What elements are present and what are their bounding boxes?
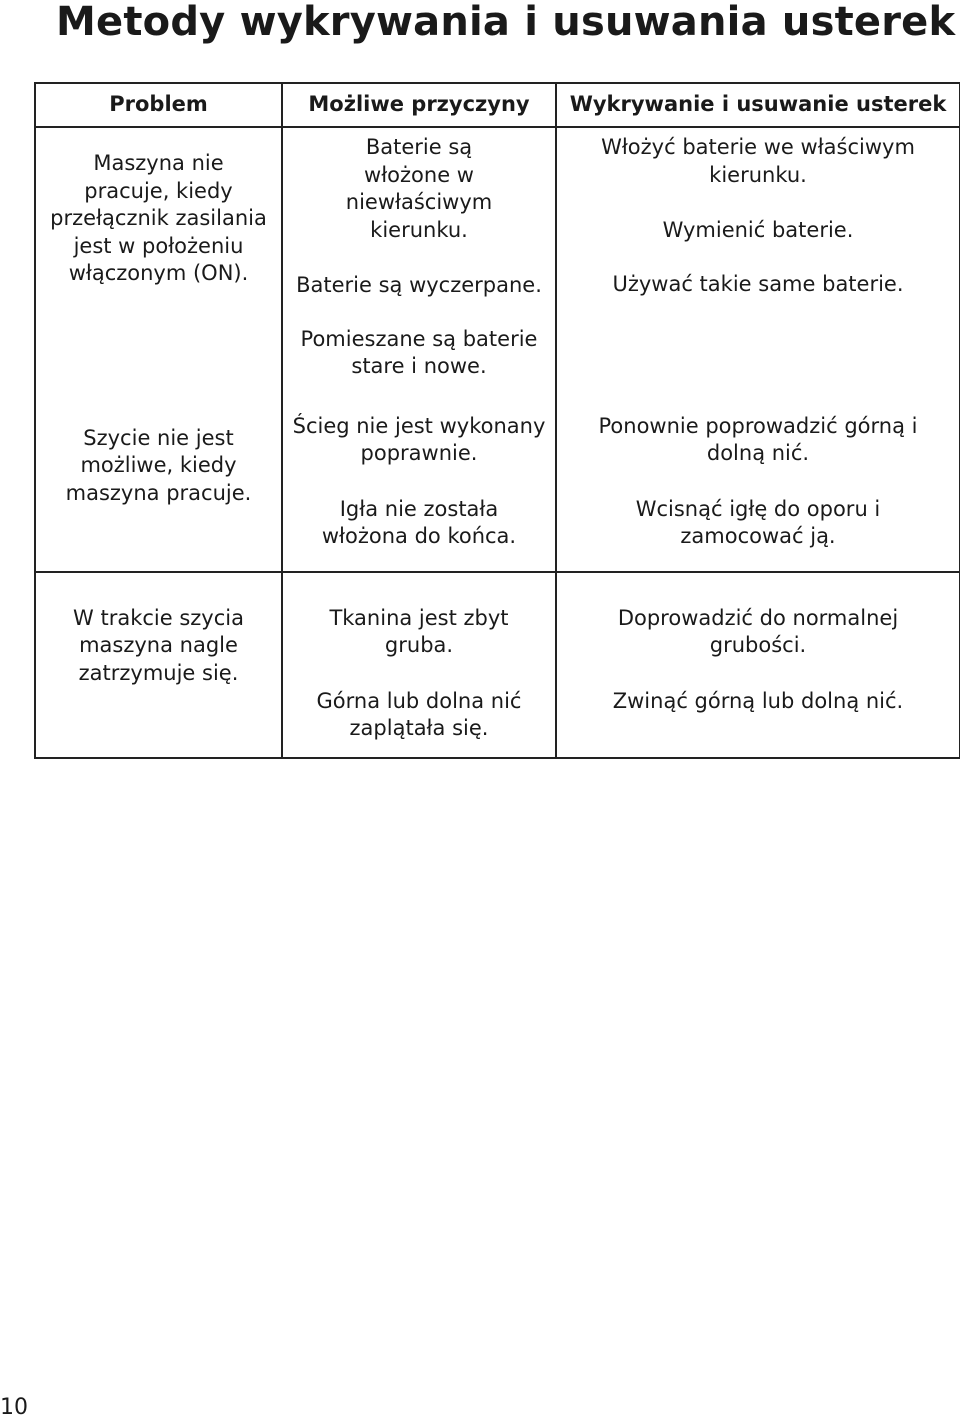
fixes-cell xyxy=(556,572,960,758)
fixes-cell xyxy=(556,403,960,572)
causes-cell xyxy=(282,403,556,572)
header-troubleshooting: Wykrywanie i usuwanie usterek xyxy=(556,83,960,127)
problem-text: W trakcie szycia maszyna nagle zatrzymuje się. xyxy=(73,605,244,685)
fix-text: Włożyć baterie we właściwym kierunku. xyxy=(601,135,915,187)
table-row xyxy=(35,572,960,758)
problem-cell xyxy=(35,572,282,758)
cause-text: Tkanina jest zbyt gruba. xyxy=(329,605,509,657)
fix-text: Używać takie same baterie. xyxy=(612,271,904,296)
causes-cell xyxy=(282,572,556,758)
cause-text: Baterie są wyczerpane. xyxy=(296,273,542,297)
fix-text: Zwinąć górną lub dolną nić. xyxy=(612,688,904,713)
fix-text: Doprowadzić do normalnej grubości. xyxy=(617,605,899,657)
problem-cell xyxy=(35,127,282,403)
fix-text: Wcisnąć igłę do oporu i zamocować ją. xyxy=(635,496,881,548)
causes-cell xyxy=(282,127,556,403)
page-title: Metody wykrywania i usuwania usterek xyxy=(56,0,956,45)
header-possible-causes: Możliwe przyczyny xyxy=(282,83,556,127)
table-row xyxy=(35,403,960,572)
cause-text: Ścieg nie jest wykonany poprawnie. xyxy=(292,413,546,465)
header-problem: Problem xyxy=(35,83,282,127)
table-row xyxy=(35,127,960,403)
cause-text: Górna lub dolna nić zaplątała się. xyxy=(316,688,522,740)
problem-cell xyxy=(35,403,282,572)
troubleshooting-table-container xyxy=(34,82,959,759)
problem-text: Maszyna nie pracuje, kiedy przełącznik zasilania jest w położeniu włączonym (ON). xyxy=(50,151,267,285)
problem-text: Szycie nie jest możliwe, kiedy maszyna pracuje. xyxy=(65,425,252,505)
page-number: 10 xyxy=(0,1395,28,1420)
cause-text: Pomieszane są baterie stare i nowe. xyxy=(300,326,538,378)
fixes-cell xyxy=(556,127,960,403)
cause-text: Igła nie została włożona do końca. xyxy=(321,496,517,548)
cause-text: Baterie są włożone w niewłaściwym kierunku. xyxy=(345,135,493,242)
table-header-row xyxy=(35,83,960,127)
troubleshooting-table xyxy=(34,82,960,759)
fix-text: Wymienić baterie. xyxy=(662,218,854,242)
fix-text: Ponownie poprowadzić górną i dolną nić. xyxy=(598,413,918,465)
